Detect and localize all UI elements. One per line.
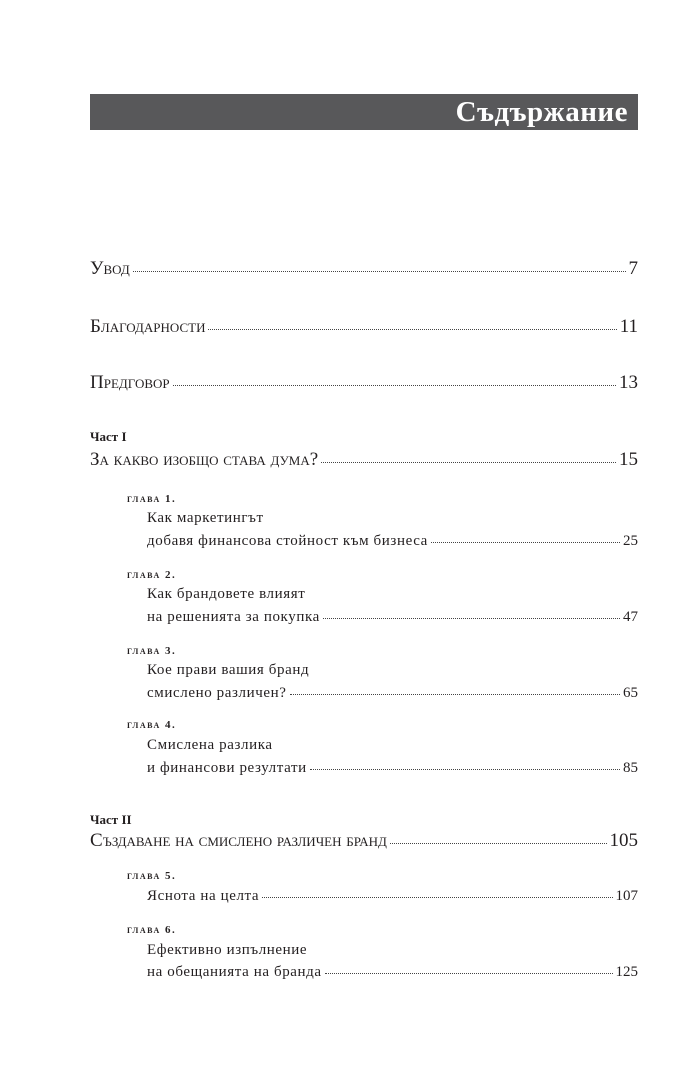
chapter-label: глава 1. xyxy=(127,493,177,505)
header-bar xyxy=(90,94,638,130)
chapter-title-line2: на решенията за покупка xyxy=(147,609,320,625)
dot-leader xyxy=(262,896,612,898)
toc-chapter-3[interactable] xyxy=(147,685,638,702)
chapter-page: 85 xyxy=(623,760,638,776)
chapter-title-line2: на обещанията на бранда xyxy=(147,964,322,980)
toc-part-2[interactable] xyxy=(90,830,638,852)
dot-leader xyxy=(310,768,620,770)
chapter-title-line1: Кое прави вашия бранд xyxy=(147,662,310,678)
toc-chapter-2[interactable] xyxy=(147,609,638,626)
chapter-title-line2: добавя финансова стойност към бизнеса xyxy=(147,533,428,549)
chapter-title-line2: и финансови резултати xyxy=(147,760,307,776)
chapter-title-line1: Как маркетингът xyxy=(147,510,264,526)
toc-entry-title: Увод xyxy=(90,258,130,279)
page-title: Съдържание xyxy=(455,95,628,128)
dot-leader xyxy=(390,842,607,844)
toc-entry-title: Предговор xyxy=(90,372,170,393)
dot-leader xyxy=(173,384,616,386)
chapter-page: 47 xyxy=(623,609,638,625)
dot-leader xyxy=(133,270,626,272)
chapter-title-line1: Ефективно изпълнение xyxy=(147,942,308,958)
chapter-page: 65 xyxy=(623,685,638,701)
dot-leader xyxy=(321,461,616,463)
part-label: Част II xyxy=(90,812,132,827)
chapter-title-line2: смислено различен? xyxy=(147,685,287,701)
toc-part-1[interactable] xyxy=(90,449,638,471)
dot-leader xyxy=(431,541,620,543)
chapter-label: глава 3. xyxy=(127,645,177,657)
toc-chapter-1[interactable] xyxy=(147,533,638,550)
chapter-title-line2: Яснота на целта xyxy=(147,888,260,904)
part-title: Създаване на смислено различен бранд xyxy=(90,830,387,851)
toc-entry-thanks[interactable] xyxy=(90,316,638,338)
dot-leader xyxy=(208,328,616,330)
part-page: 105 xyxy=(609,830,638,851)
chapter-title-line1: Как брандовете влияят xyxy=(147,586,306,602)
part-page: 15 xyxy=(619,449,638,470)
part-label: Част I xyxy=(90,429,127,444)
part-title: За какво изобщо става дума? xyxy=(90,449,319,470)
chapter-page: 107 xyxy=(615,888,638,904)
toc-entry-title: Благодарности xyxy=(90,316,206,337)
chapter-label: глава 4. xyxy=(127,719,177,731)
toc-chapter-4[interactable] xyxy=(147,760,638,777)
toc-chapter-6[interactable] xyxy=(147,964,638,981)
chapter-page: 125 xyxy=(615,964,638,980)
chapter-title-line1: Смислена разлика xyxy=(147,737,273,753)
toc-entry-preface[interactable] xyxy=(90,372,638,394)
toc-chapter-5[interactable] xyxy=(147,888,638,905)
toc-entry-page: 13 xyxy=(619,372,638,393)
toc-entry-page: 7 xyxy=(628,258,638,279)
chapter-page: 25 xyxy=(623,533,638,549)
toc-entry-intro[interactable] xyxy=(90,258,638,280)
chapter-label: глава 5. xyxy=(127,870,177,882)
chapter-label: глава 6. xyxy=(127,924,177,936)
chapter-label: глава 2. xyxy=(127,569,177,581)
dot-leader xyxy=(323,617,620,619)
toc-entry-page: 11 xyxy=(619,316,638,337)
dot-leader xyxy=(325,972,613,974)
dot-leader xyxy=(290,693,620,695)
